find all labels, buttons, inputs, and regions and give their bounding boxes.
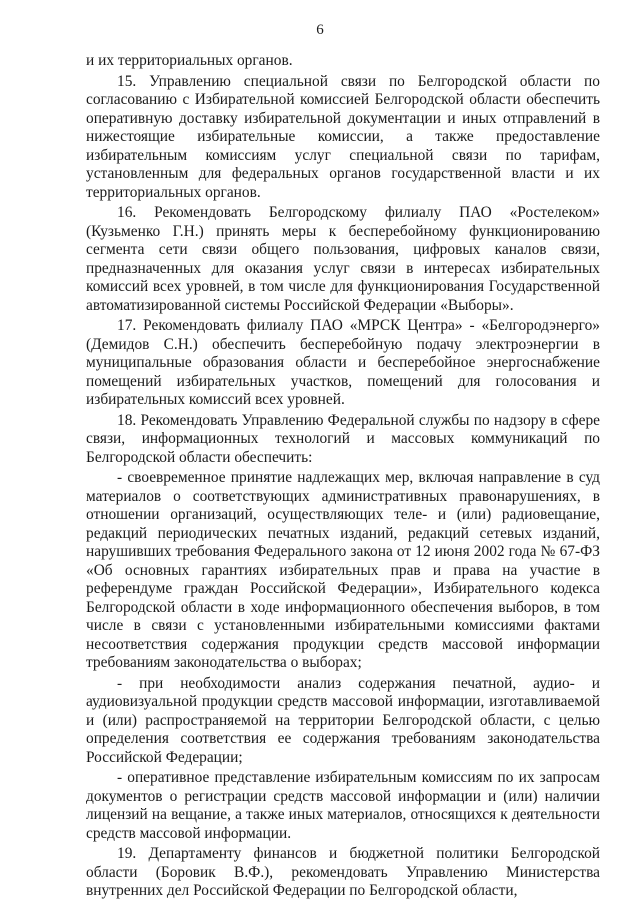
page-number: 6 xyxy=(316,22,324,38)
paragraph-18-item-3: - оперативное представление избирательным комиссиям по их запросам документов о регистрации средств массовой информации и (или) наличии лицензий на вещание, а также иных материалов, относящихся к деятельности средств массовой информации. xyxy=(86,769,600,842)
paragraph-18-item-1: - своевременное принятие надлежащих мер, включая направление в суд материалов о соответствующих административных правонарушениях, в отношении организаций, осуществляющих теле- и (или) радиовещание, редакций периодических печатных изданий, редакций сетевых изданий, нарушивших требования Федерального закона от 12 июня 2002 года № 67-ФЗ «Об основных гарантиях избирательных прав и права на участие в референдуме граждан Российской Федерации», Избирательного кодекса Белгородской области в ходе информационного обеспечения выборов, в том числе в связи с установленными избирательными комиссиями фактами несоответствия содержания продукции средств массовой информации требованиям законодательства о выборах; xyxy=(86,469,600,671)
paragraph-17: 17. Рекомендовать филиалу ПАО «МРСК Центра» - «Белгородэнерго» (Демидов С.Н.) обеспечить бесперебойную подачу электроэнергии в муниципальные образования области и бесперебойное энергоснабжение помещений избирательных участков, помещений для голосования и избирательных комиссий всех уровней. xyxy=(86,317,600,408)
paragraph-18: 18. Рекомендовать Управлению Федеральной службы по надзору в сфере связи, информационных технологий и массовых коммуникаций по Белгородской области обеспечить: xyxy=(86,411,600,466)
paragraph-15: 15. Управлению специальной связи по Белгородской области по согласованию с Избирательной комиссией Белгородской области обеспечить оперативную доставку избирательной документации и иных отправлений в нижестоящие избирательные комиссии, а также предоставление избирательным комиссиям услуг специальной связи по тарифам, установленным для федеральных органов государственной власти и их территориальных органов. xyxy=(86,72,600,201)
paragraph-16: 16. Рекомендовать Белгородскому филиалу ПАО «Ростелеком» (Кузьменко Г.Н.) принять меры к бесперебойному функционированию сегмента сети связи общего пользования, цифровых каналов связи, предназначенных для оказания услуг связи в интересах избирательных комиссий всех уровней, в том числе для функционирования Государственной автоматизированной системы Российской Федерации «Выборы». xyxy=(86,204,600,314)
paragraph-19: 19. Департаменту финансов и бюджетной политики Белгородской области (Боровик В.Ф.), рекомендовать Управлению Министерства внутренних дел Российской Федерации по Белгородской области, xyxy=(86,845,600,899)
paragraph-18-item-2: - при необходимости анализ содержания печатной, аудио- и аудиовизуальной продукции средств массовой информации, изготавливаемой и (или) распространяемой на территории Белгородской области, с целью определения соответствия ее содержания требованиям законодательства Российской Федерации; xyxy=(86,674,600,766)
paragraph-continuation: и их территориальных органов. xyxy=(86,52,293,69)
